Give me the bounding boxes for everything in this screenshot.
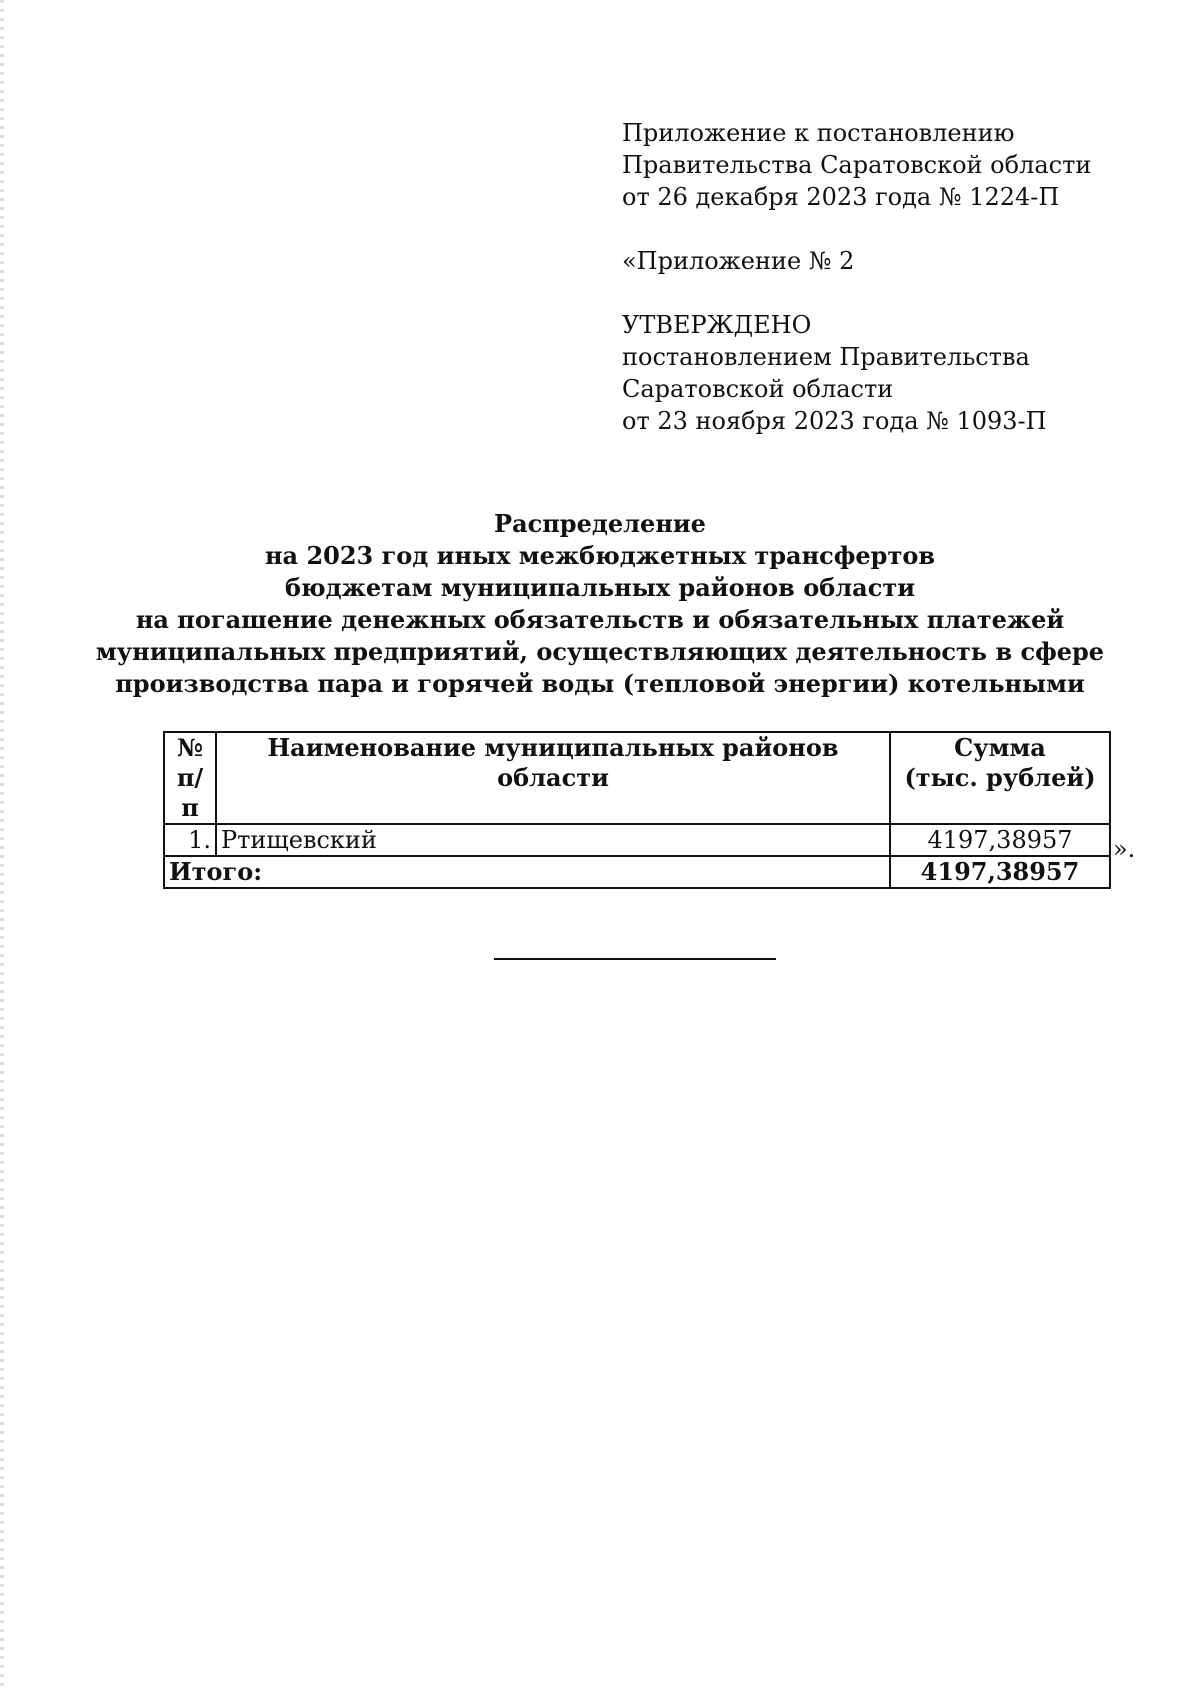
table-total-row [164,856,1110,888]
title-line-2: на 2023 год иных межбюджетных трансфертов [264,541,936,570]
header-sum-line-1: Сумма [954,733,1046,762]
table-header-row [164,732,1110,824]
appendix-header [622,117,1091,437]
title-line-4: на погашение денежных обязательств и обязательных платежей [135,605,1065,634]
appendix-number: «Приложение № 2 [622,247,855,275]
title-line-3: бюджетам муниципальных районов области [285,573,915,602]
footer-divider [494,958,776,960]
header-district-name: Наименование муниципальных районов области [216,732,890,824]
header-number-line-2: п/п [176,763,204,822]
header-sum-line-2: (тыс. рублей) [904,763,1096,792]
document-title [0,508,1200,700]
row-district-name: Ртищевский [216,824,890,856]
appendix-line-3: от 26 декабря 2023 года № 1224-П [622,183,1060,211]
appendix-line-2: Правительства Саратовской области [622,151,1092,179]
header-number-line-1: № [176,733,204,762]
closing-quote: ». [1113,835,1136,863]
header-number [164,732,216,824]
header-sum [890,732,1110,824]
total-sum: 4197,38957 [890,856,1110,888]
total-label: Итого: [164,856,890,888]
approved-line-2: Саратовской области [622,375,894,403]
distribution-table [163,731,1111,889]
row-number: 1. [164,824,216,856]
appendix-line-1: Приложение к постановлению [622,119,1015,147]
title-line-1: Распределение [494,509,706,538]
approved-line-1: постановлением Правительства [622,343,1030,371]
title-line-6: производства пара и горячей воды (тепловой энергии) котельными [115,669,1085,698]
approved-line-3: от 23 ноября 2023 года № 1093-П [622,407,1047,435]
title-line-5: муниципальных предприятий, осуществляющих деятельность в сфере [95,637,1105,666]
table-row [164,824,1110,856]
scan-edge-artifact [0,0,4,1691]
approved-label: УТВЕРЖДЕНО [622,311,812,339]
row-sum: 4197,38957 [890,824,1110,856]
